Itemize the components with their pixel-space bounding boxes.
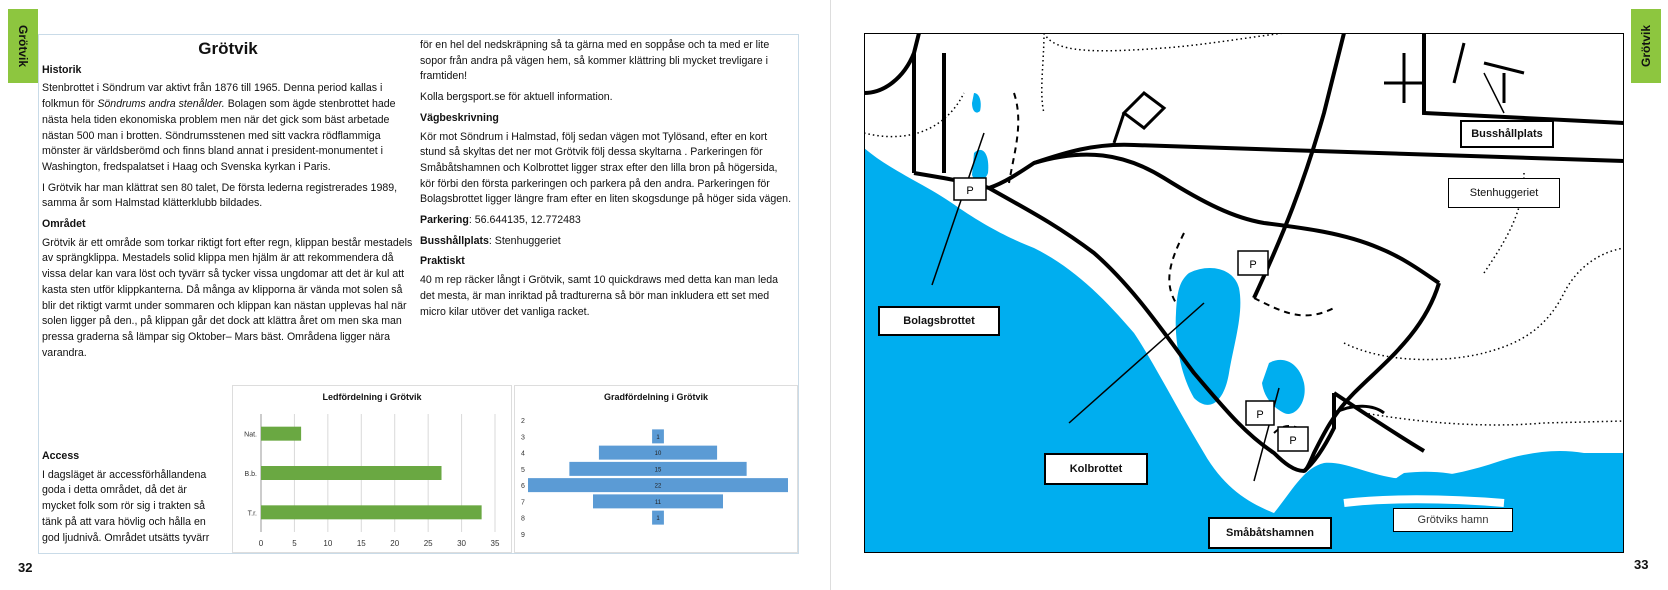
paragraph-bergsport: Kolla bergsport.se för aktuell information. — [420, 91, 613, 104]
paragraph-vagbeskrivning: Kör mot Söndrum i Halmstad, följ sedan vägen mot Tylösand, efter en kort stund så skyltas det ner mot Grötvik följ dessa skyltarna . Parkeringen för Småbåtshamnen och Kolbrottet ligger strax efter den lilla bron på högersida, kör förbi den första parkeringen och parkera på den andra. Parkeringen för Bolagsbrottet ligger längre fram efter en liten skogsdunge på höger sida vägen. — [420, 130, 792, 206]
parking-label: P — [966, 185, 974, 197]
bar-bb. — [261, 466, 442, 480]
category-label: Nat. — [244, 431, 257, 439]
paragraph-historik-2: I Grötvik har man klättrat sen 80 talet, De första lederna registrerades 1989, samma år som Halmstad klätterklubb bildades. — [42, 181, 398, 210]
parkering-line: Parkering: 56.644135, 12.772483 — [420, 214, 581, 227]
chapter-tab-label: Grötvik — [1639, 24, 1654, 68]
grade-label: 9 — [521, 531, 525, 539]
category-label: T.r. — [247, 510, 257, 518]
chart-ledfordelning — [232, 385, 512, 553]
page-title: Grötvik — [198, 39, 258, 58]
chart-gradfordelning — [514, 385, 798, 553]
chapter-tab-label: Grötvik — [16, 24, 31, 68]
label-bolagsbrottet: Bolagsbrottet — [878, 306, 1000, 336]
x-tick-label: 35 — [490, 539, 500, 548]
x-tick-label: 25 — [423, 539, 433, 548]
paragraph-cont: för en hel del nedskräpning så ta gärna med en soppåse och ta med er lite sopor från andra på vägen hem, så kommer klättring bli mycket trevligare i framtiden! — [420, 39, 770, 83]
page-number-right: 33 — [1634, 557, 1649, 572]
x-tick-label: 20 — [390, 539, 400, 548]
parking-label: P — [1289, 435, 1297, 447]
grade-label: 6 — [521, 483, 525, 491]
area-map — [864, 33, 1624, 553]
paragraph-historik-1: Stenbrottet i Söndrum var aktivt från 1876 till 1965. Denna period kallas i folkmun för Söndrums andra stenålder. Bolagen som ägde stenbrottet hade nästa hela tiden ekonomiska problem men när det gick som bäst arbetade nästan 500 man i brotten. Söndrumsstenen med sitt vackra rödflammiga mönster är världsberömd och finns bland annat i president-monumentet i Washington, fredspalatset i Haag och Svenska kyrkan i Paris. — [42, 82, 396, 173]
x-tick-label: 0 — [258, 539, 264, 548]
data-label: 1 — [656, 516, 660, 523]
chart-gradfordelning-svg — [515, 386, 797, 552]
paragraph-omradet: Grötvik är ett område som torkar riktigt fort efter regn, klippan består mestadels av sprängklippa. Mestadels solid klippa men hjälm är att rekommendera då vissa delar kan vara löst och tyvärr så tycker vissa ungdomar att det är kul att kasta sten utför klippkanterna. Då många av klipporna är vända mot solen så blir det riktigt varmt under sommaren och klippan kan nästan upplevas hal när solen ligger på den., på klippan går det dock att klättra året om men ska man pressa graderna så lämpar sig Oktober– Mars bäst. Områdena ligger nära varandra. — [42, 236, 413, 359]
text-column-2 — [420, 38, 794, 325]
paragraph-praktiskt: 40 m rep räcker långt i Grötvik, samt 10 quickdraws med detta kan man leda det mesta, är man inriktad på tradturerna så bör man inkludera ett set med micro kilar utöver det vanliga racket. — [420, 274, 778, 318]
text-column-1-bottom — [42, 445, 220, 551]
page-number-left: 32 — [18, 560, 33, 575]
pond-bolag — [972, 150, 988, 182]
left-page — [0, 0, 831, 590]
chart-title: Gradfördelning i Grötvik — [603, 392, 708, 402]
label-grotviks-hamn: Grötviks hamn — [1393, 508, 1513, 532]
chart-ledfordelning-svg — [233, 386, 511, 552]
parking-label: P — [1256, 409, 1264, 421]
label-stenhuggeriet: Stenhuggeriet — [1448, 178, 1560, 208]
x-tick-label: 5 — [292, 539, 297, 548]
label-busshallplats: Busshållplats — [1460, 120, 1554, 148]
text-column-1 — [42, 38, 414, 361]
grade-label: 4 — [521, 450, 525, 458]
grade-label: 3 — [521, 434, 525, 442]
grade-label: 7 — [521, 499, 525, 507]
bar-nat — [261, 427, 301, 441]
data-label: 10 — [654, 451, 662, 458]
heading-historik: Historik — [42, 63, 82, 76]
data-label: 15 — [654, 467, 662, 474]
grade-label: 5 — [521, 466, 525, 474]
x-tick-label: 15 — [356, 539, 366, 548]
heading-omradet: Området — [42, 218, 86, 231]
data-label: 11 — [654, 499, 662, 506]
right-page — [838, 0, 1668, 590]
chapter-tab-left — [8, 9, 38, 83]
heading-access: Access — [42, 450, 80, 462]
category-label: B.b. — [244, 471, 257, 478]
parking-label: P — [1249, 259, 1257, 271]
busshallplats-line: Busshållplats: Stenhuggeriet — [420, 234, 561, 247]
chart-title: Ledfördelning i Grötvik — [322, 392, 422, 402]
heading-vagbeskrivning: Vägbeskrivning — [420, 111, 499, 124]
grade-label: 2 — [521, 418, 525, 426]
x-tick-label: 30 — [457, 539, 467, 548]
heading-praktiskt: Praktiskt — [420, 255, 465, 268]
label-kolbrottet: Kolbrottet — [1044, 453, 1148, 485]
data-label: 22 — [654, 483, 662, 490]
label-smabatshamnen: Småbåtshamnen — [1208, 517, 1332, 549]
grade-label: 8 — [521, 515, 525, 523]
bar-tr. — [261, 505, 482, 519]
x-tick-label: 10 — [323, 539, 333, 548]
chapter-tab-right — [1631, 9, 1661, 83]
paragraph-access: I dagsläget är accessförhållandena goda i detta området, då det är mycket folk som rör sig i trakten så tänk på att vara hövlig och hålla en god ljudnivå. Området utsätts tyvärr — [42, 468, 210, 544]
data-label: 1 — [656, 434, 660, 441]
